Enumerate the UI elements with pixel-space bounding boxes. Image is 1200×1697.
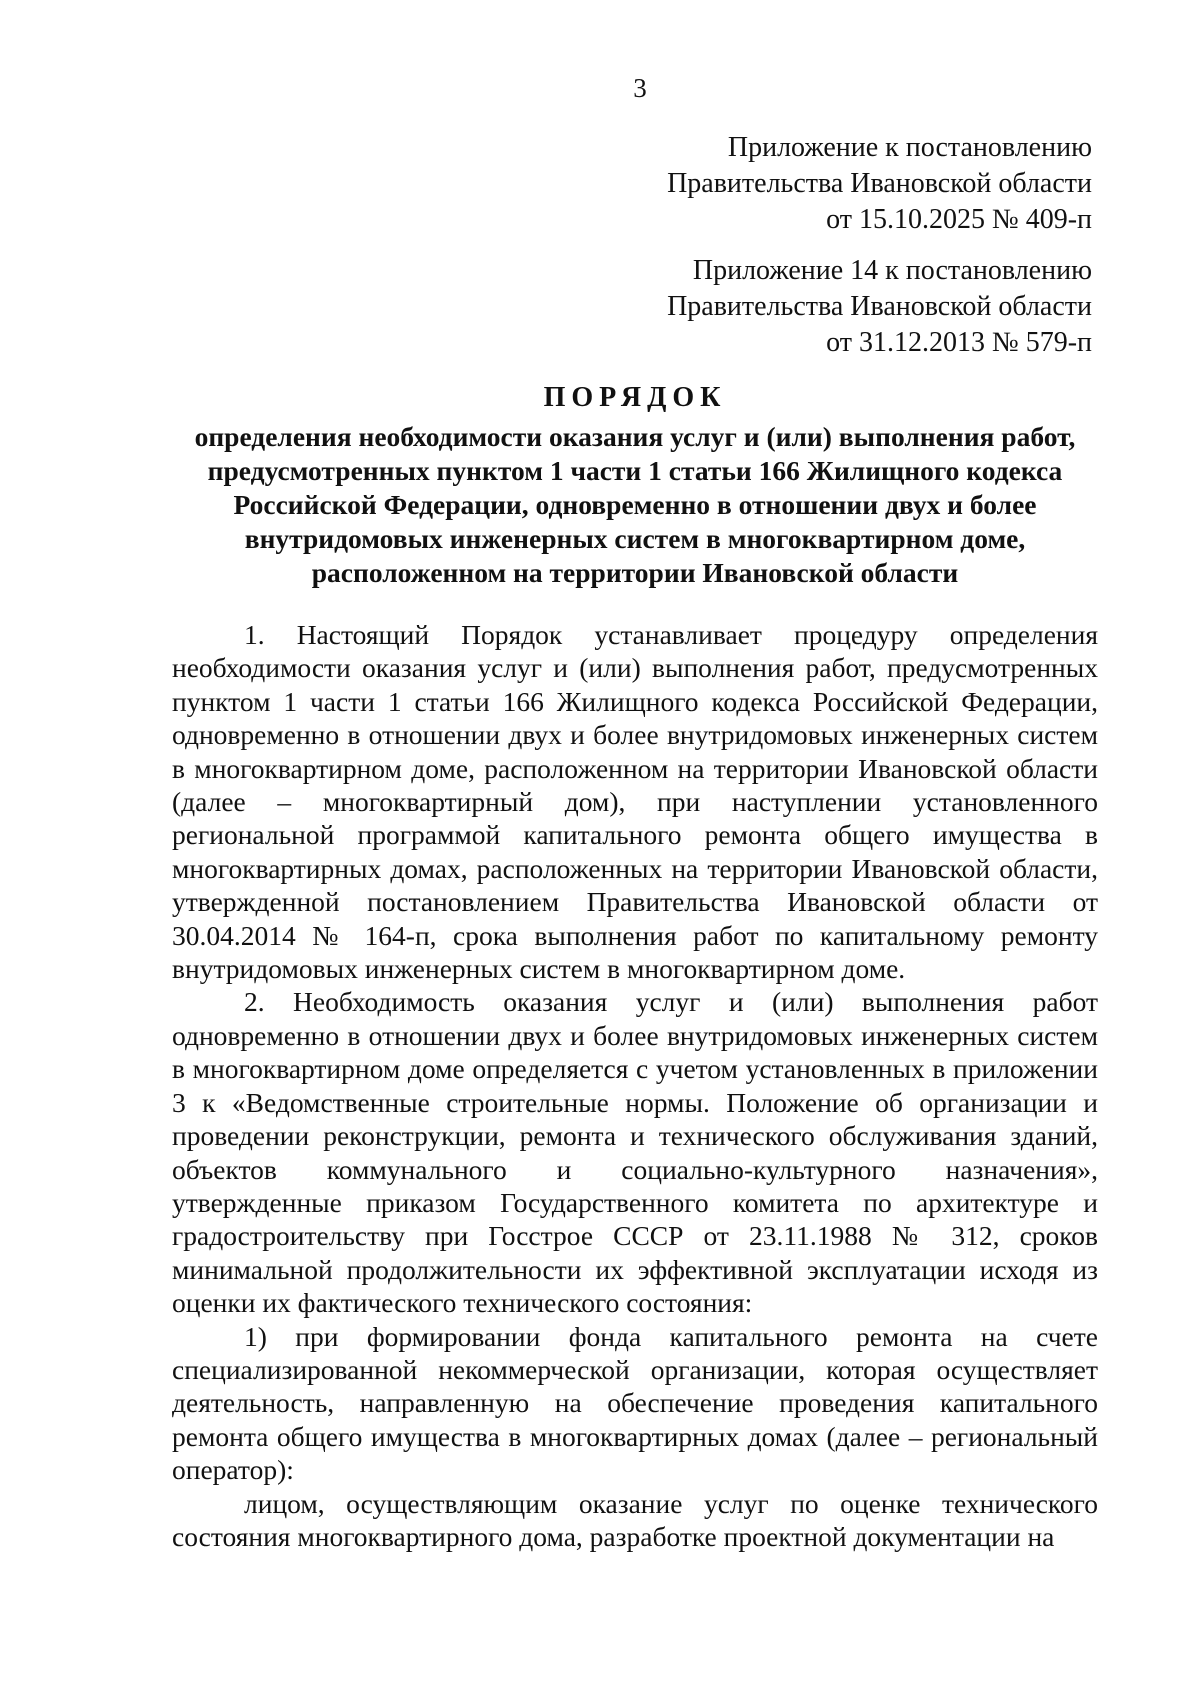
approval-block-original	[667, 253, 1092, 361]
approval-line: Приложение к постановлению	[727, 132, 1092, 163]
approval-line: Приложение 14 к постановлению	[692, 255, 1092, 286]
paragraph-3: 1) при формировании фонда капитального ремонта на счете специализированной некоммерческой организации, которая осуществляет деятельность, направленную на обеспечение проведения капитального ремонта общего имущества в многоквартирных домах (далее – региональный оператор):	[172, 1320, 1098, 1486]
document-subtitle	[170, 420, 1100, 590]
subtitle-line: определения необходимости оказания услуг и (или) выполнения работ,	[194, 421, 1076, 452]
approval-line: от 31.12.2013 № 579-п	[826, 327, 1092, 358]
document-title: ПОРЯДОК	[543, 382, 727, 413]
approval-line: Правительства Ивановской области	[667, 291, 1092, 322]
paragraph-2: 2. Необходимость оказания услуг и (или) выполнения работ одновременно в отношении двух и более внутридомовых инженерных систем в многоквартирном доме определяется с учетом установленных в приложении 3 к «Ведомственные строительные нормы. Положение об организации и проведении реконструкции, ремонта и технического обслуживания зданий, объектов коммунального и социально-культурного назначения», утвержденные приказом Государственного комитета по архитектуре и градостроительству при Госстрое СССР от 23.11.1988 № 312, сроков минимальной продолжительности их эффективной эксплуатации исходя из оценки их фактического технического состояния:	[172, 986, 1098, 1319]
subtitle-line: внутридомовых инженерных систем в многоквартирном доме,	[244, 523, 1026, 554]
paragraph-1: 1. Настоящий Порядок устанавливает процедуру определения необходимости оказания услуг и (или) выполнения работ, предусмотренных пунктом 1 части 1 статьи 166 Жилищного кодекса Российской Федерации, одновременно в отношении двух и более внутридомовых инженерных систем в многоквартирном доме, расположенном на территории Ивановской области (далее – многоквартирный дом), при наступлении установленного региональной программой капитального ремонта общего имущества в многоквартирных домах, расположенных на территории Ивановской области, утвержденной постановлением Правительства Ивановской области от 30.04.2014 № 164-п, срока выполнения работ по капитальному ремонту внутридомовых инженерных систем в многоквартирном доме.	[172, 619, 1098, 985]
subtitle-line: предусмотренных пунктом 1 части 1 статьи 166 Жилищного кодекса	[207, 455, 1063, 486]
paragraph-4: лицом, осуществляющим оказание услуг по оценке технического состояния многоквартирного дома, разработке проектной документации на	[172, 1487, 1098, 1552]
approval-line: Правительства Ивановской области	[667, 168, 1092, 199]
approval-block-current	[667, 130, 1092, 238]
subtitle-line: расположенном на территории Ивановской области	[311, 557, 959, 588]
document-body	[172, 618, 1098, 1553]
approval-line: от 15.10.2025 № 409-п	[826, 204, 1092, 235]
subtitle-line: Российской Федерации, одновременно в отношении двух и более	[233, 489, 1037, 520]
page-number: 3	[633, 73, 647, 103]
